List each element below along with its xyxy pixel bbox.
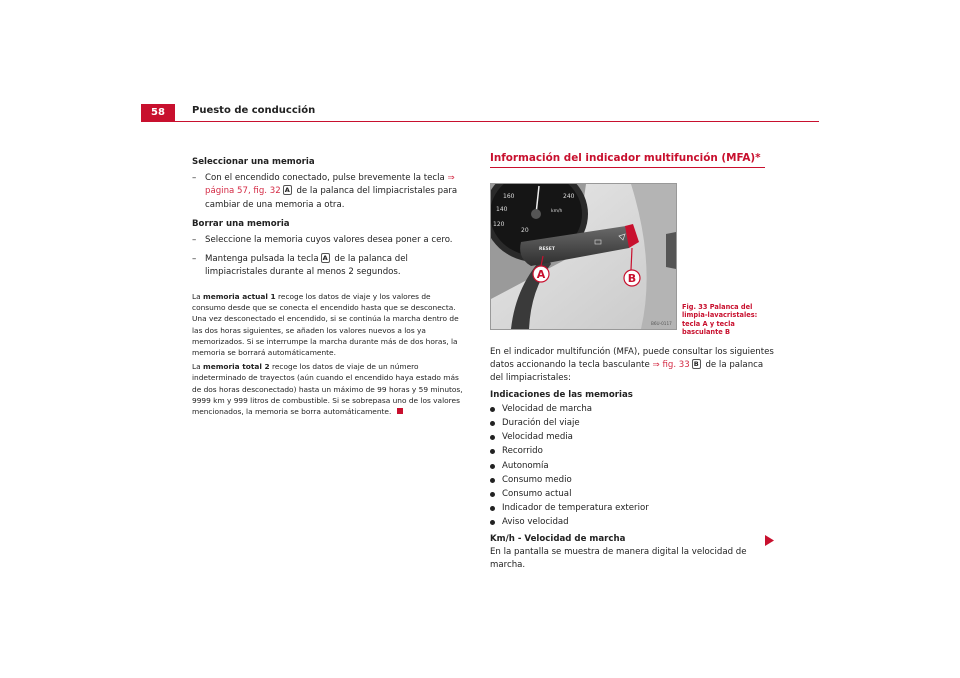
page-number: 58	[141, 104, 175, 121]
list-item-text: Consumo actual	[502, 489, 572, 500]
next-page-arrow-icon[interactable]	[765, 531, 774, 550]
bullet-icon	[490, 464, 495, 469]
list-item	[490, 445, 775, 458]
select-step-pre: Con el encendido conectado, pulse brevemente la tecla	[205, 173, 445, 184]
list-item	[490, 502, 775, 515]
para2-bold: memoria total 2	[203, 362, 270, 372]
erase-step-2	[192, 253, 464, 279]
list-item	[490, 474, 775, 487]
wiper-stalk-illustration	[491, 184, 676, 329]
select-step-post: de la palanca del limpiacristales para cambiar de una memoria a otra.	[205, 186, 458, 210]
list-item	[490, 516, 775, 529]
erase-heading: Borrar una memoria	[192, 218, 290, 229]
bullet-icon	[490, 478, 495, 483]
bullet-icon	[490, 421, 495, 426]
right-body	[490, 346, 775, 572]
para1-post: recoge los datos de viaje y los valores de consumo desde que se conecta el encendido hasta que se desconecta. Una vez desconectado el encendido, si se continúa la marcha dentro de las dos horas siguientes, se añaden los valores nuevos a los ya memorizados. Si se interrumpe la marcha durante más de dos horas, la memoria se borrará automáticamente.	[192, 292, 459, 358]
memory-1-paragraph	[192, 291, 464, 358]
list-item-text: Duración del viaje	[502, 418, 580, 429]
key-a-symbol: A	[322, 254, 328, 263]
figure-caption: Fig. 33 Palanca del limpia-lavacristales: tecla A y tecla basculante B	[682, 303, 758, 337]
list-item-text: Autonomía	[502, 460, 549, 471]
list-item-text: Aviso velocidad	[502, 517, 569, 528]
bullet-icon	[490, 407, 495, 412]
para2-post: recoge los datos de viaje de un número indeterminado de trayectos (aún cuando el encendido haya estado más de dos horas desconectado) hasta un máximo de 99 horas y 59 minutos, 9999 km y 999 litros de combustible. Si se sobrepasa uno de los valores mencionados, la memoria se borra automáticamente.	[192, 362, 463, 417]
figure-wiper-stalk	[490, 183, 677, 330]
para1-pre: La	[192, 292, 201, 301]
list-item-text: Consumo medio	[502, 474, 572, 485]
key-b-symbol: B	[693, 360, 699, 369]
gauge-tick: 160	[503, 193, 515, 200]
stalk-reset-text: RESET	[539, 247, 555, 252]
figure-code: B6U-0117	[651, 321, 672, 326]
list-item	[490, 488, 775, 501]
speed-text: En la pantalla se muestra de manera digital la velocidad de marcha.	[490, 546, 747, 571]
section-heading: Información del indicador multifunción (MFA)*	[490, 152, 761, 164]
erase-step-1	[192, 234, 464, 247]
intro-fig-link[interactable]: ⇒ fig. 33	[652, 360, 690, 371]
memory-notes	[192, 291, 464, 417]
list-item-text: Indicador de temperatura exterior	[502, 503, 649, 514]
para1-bold: memoria actual 1	[203, 292, 276, 301]
bullet-icon	[490, 435, 495, 440]
intro-pre: En el indicador multifunción (MFA), puede consultar los siguientes datos accionando la tecla basculante	[490, 347, 774, 371]
list-item-text: Velocidad de marcha	[502, 403, 593, 414]
left-instructions	[192, 156, 464, 280]
figure-label-a: A	[536, 268, 546, 281]
dash-marker: –	[192, 173, 197, 184]
bullet-icon	[490, 492, 495, 497]
list-item-text: Recorrido	[502, 446, 543, 457]
dash-marker: –	[192, 254, 197, 265]
gauge-unit: km/h	[551, 209, 563, 214]
gauge-tick: 140	[496, 206, 508, 213]
select-heading: Seleccionar una memoria	[192, 157, 315, 167]
list-item-text: Velocidad media	[502, 432, 573, 443]
gauge-tick: 120	[493, 221, 505, 228]
memory-2-paragraph	[192, 361, 464, 417]
list-item	[490, 403, 775, 416]
select-step-link[interactable]: ⇒ página 57, fig. 32	[205, 173, 455, 197]
key-a-symbol: A	[284, 186, 290, 195]
header-rule	[141, 121, 819, 122]
para2-pre: La	[192, 362, 201, 372]
erase-step-1-text: Seleccione la memoria cuyos valores desea poner a cero.	[205, 235, 453, 246]
bullet-icon	[490, 449, 495, 454]
dash-marker: –	[192, 235, 197, 246]
intro-post: de la palanca del limpiacristales:	[490, 360, 764, 384]
figure-label-b: B	[627, 272, 637, 285]
gauge-tick: 240	[563, 193, 575, 200]
select-step	[192, 172, 464, 212]
bullet-icon	[490, 520, 495, 525]
end-square-icon	[397, 408, 403, 414]
erase-step-2-pre: Mantenga pulsada la tecla	[205, 254, 319, 265]
list-item	[490, 460, 775, 473]
header-title: Puesto de conducción	[192, 105, 316, 116]
intro-paragraph	[490, 346, 775, 386]
erase-step-2-post: de la palanca del limpiacristales durante al menos 2 segundos.	[205, 254, 408, 278]
gauge-tick: 20	[521, 227, 529, 234]
speed-heading: Km/h - Velocidad de marcha	[490, 533, 626, 544]
bullet-icon	[490, 506, 495, 511]
section-heading-rule	[490, 167, 765, 168]
list-item	[490, 431, 775, 444]
list-item	[490, 417, 775, 430]
list-heading: Indicaciones de las memorias	[490, 389, 633, 400]
